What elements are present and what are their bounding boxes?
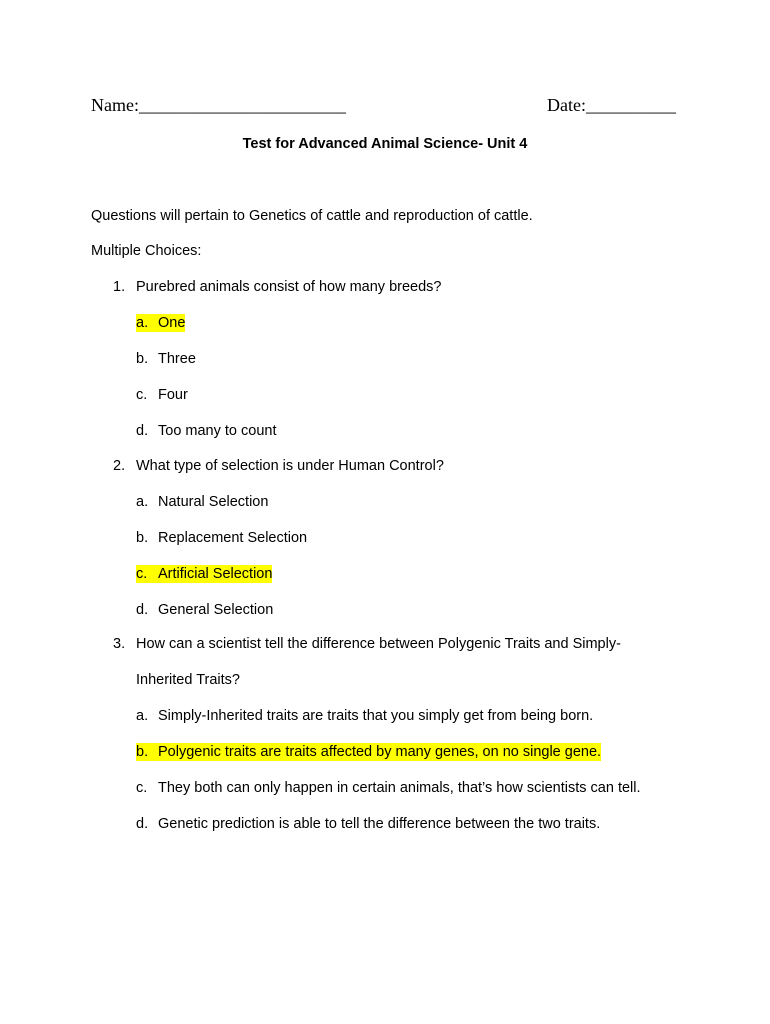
intro-text: Questions will pertain to Genetics of cattle and reproduction of cattle. — [91, 208, 533, 224]
answer-option — [136, 386, 188, 404]
option-letter: c. — [136, 387, 148, 403]
option-letter: b. — [136, 351, 149, 367]
option-letter: a. — [136, 494, 149, 510]
question-number: 2. — [113, 458, 126, 474]
option-text: Four — [158, 387, 188, 403]
answer-option-correct — [136, 743, 601, 761]
document-title: Test for Advanced Animal Science- Unit 4 — [242, 136, 528, 152]
answer-option — [136, 815, 600, 833]
question-text: What type of selection is under Human Control? — [136, 458, 444, 474]
section-heading: Multiple Choices: — [91, 243, 202, 259]
name-field: Name:_______________________ — [91, 95, 346, 115]
option-letter: b. — [136, 530, 149, 546]
option-text: Replacement Selection — [158, 530, 308, 546]
answer-option — [136, 422, 277, 440]
answer-option — [136, 707, 593, 725]
option-text: General Selection — [158, 602, 274, 618]
option-text: Artificial Selection — [158, 566, 273, 582]
answer-option-correct — [136, 565, 272, 583]
date-field: Date:__________ — [547, 95, 676, 115]
option-letter: c. — [136, 780, 148, 796]
option-letter: d. — [136, 816, 149, 832]
option-text: Polygenic traits are traits affected by many genes, on no single gene. — [158, 744, 602, 760]
option-text: They both can only happen in certain animals, that’s how scientists can tell. — [158, 780, 641, 796]
answer-option — [136, 601, 273, 619]
option-text: Too many to count — [158, 423, 277, 439]
option-text: Natural Selection — [158, 494, 269, 510]
question-text: How can a scientist tell the difference between Polygenic Traits and Simply- — [136, 636, 621, 652]
answer-option — [136, 779, 641, 797]
option-text: Genetic prediction is able to tell the difference between the two traits. — [158, 816, 601, 832]
option-letter: d. — [136, 602, 149, 618]
option-text: One — [158, 315, 186, 331]
question-text-continued: Inherited Traits? — [136, 672, 240, 688]
answer-option — [136, 493, 268, 511]
question-number: 3. — [113, 636, 126, 652]
option-letter: a. — [136, 708, 149, 724]
answer-option — [136, 529, 307, 547]
option-letter: a. — [136, 315, 149, 331]
answer-option — [136, 350, 196, 368]
option-text: Simply-Inherited traits are traits that you simply get from being born. — [158, 708, 594, 724]
answer-option-correct — [136, 314, 185, 332]
question-number: 1. — [113, 279, 126, 295]
option-letter: d. — [136, 423, 149, 439]
question-text: Purebred animals consist of how many breeds? — [136, 279, 442, 295]
option-letter: b. — [136, 744, 149, 760]
option-letter: c. — [136, 566, 148, 582]
option-text: Three — [158, 351, 196, 367]
